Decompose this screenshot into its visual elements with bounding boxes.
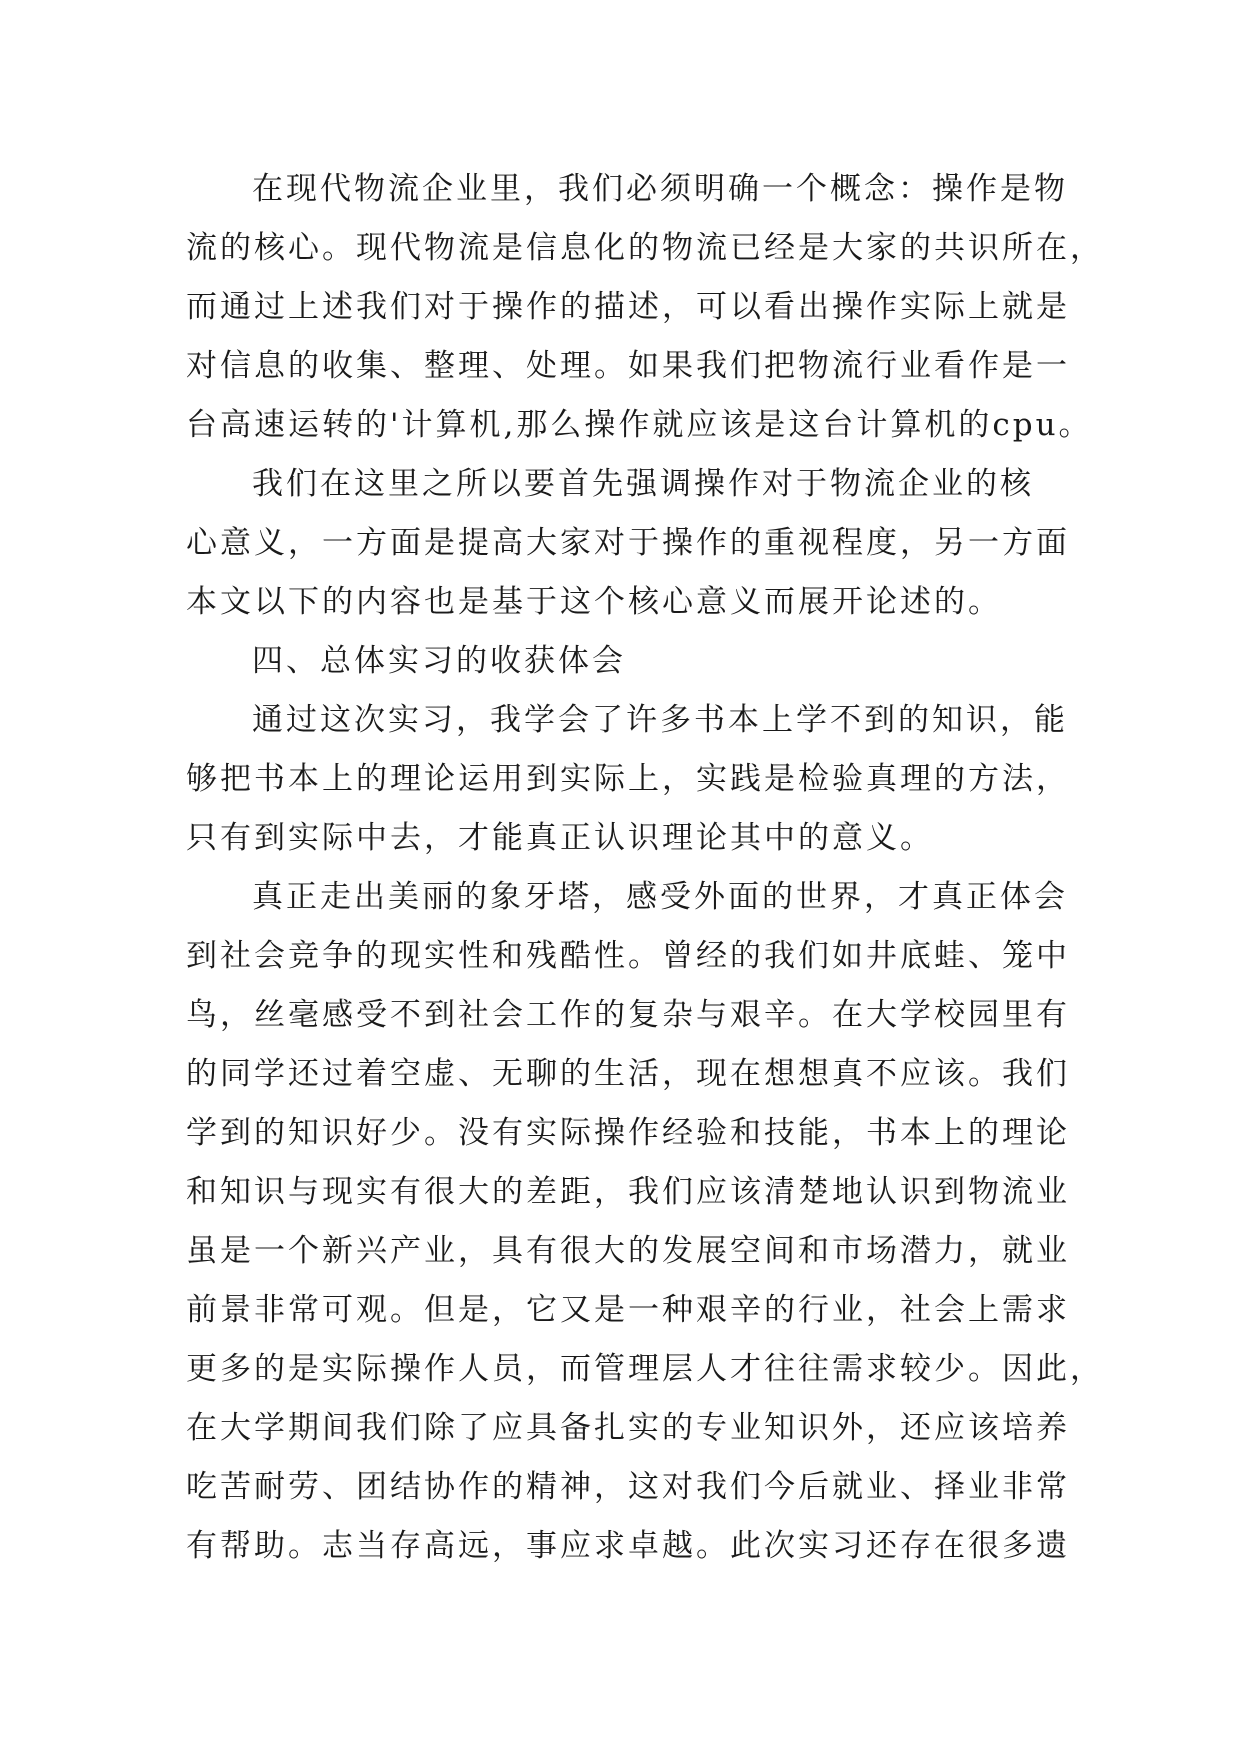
paragraph-line: 我们在这里之所以要首先强调操作对于物流企业的核 bbox=[252, 466, 1034, 502]
paragraph-line: 吃苦耐劳、团结协作的精神，这对我们今后就业、择业非常 bbox=[186, 1469, 1070, 1505]
paragraph-line: 通过这次实习，我学会了许多书本上学不到的知识，能 bbox=[252, 702, 1068, 738]
paragraph-line: 更多的是实际操作人员，而管理层人才往往需求较少。因此， bbox=[186, 1351, 1104, 1387]
paragraph-line: 对信息的收集、整理、处理。如果我们把物流行业看作是一 bbox=[186, 348, 1070, 384]
body-text bbox=[186, 160, 1104, 1576]
paragraph-line: 心意义，一方面是提高大家对于操作的重视程度，另一方面 bbox=[186, 525, 1070, 561]
paragraph-line: 前景非常可观。但是，它又是一种艰辛的行业，社会上需求 bbox=[186, 1292, 1070, 1328]
paragraph-line: 够把书本上的理论运用到实际上，实践是检验真理的方法， bbox=[186, 761, 1070, 797]
paragraph-line: 学到的知识好少。没有实际操作经验和技能，书本上的理论 bbox=[186, 1115, 1070, 1151]
paragraph-line: 的同学还过着空虚、无聊的生活，现在想想真不应该。我们 bbox=[186, 1056, 1070, 1092]
paragraph-line: 虽是一个新兴产业，具有很大的发展空间和市场潜力，就业 bbox=[186, 1233, 1070, 1269]
paragraph-line: 台高速运转的'计算机,那么操作就应该是这台计算机的cpu。 bbox=[186, 407, 1093, 443]
paragraph-line: 鸟，丝毫感受不到社会工作的复杂与艰辛。在大学校园里有 bbox=[186, 997, 1070, 1033]
paragraph-line: 只有到实际中去，才能真正认识理论其中的意义。 bbox=[186, 820, 934, 856]
paragraph-line: 有帮助。志当存高远，事应求卓越。此次实习还存在很多遗 bbox=[186, 1528, 1070, 1564]
section-heading: 四、总体实习的收获体会 bbox=[252, 643, 626, 679]
paragraph-line: 真正走出美丽的象牙塔，感受外面的世界，才真正体会 bbox=[252, 879, 1068, 915]
paragraph-line: 在大学期间我们除了应具备扎实的专业知识外，还应该培养 bbox=[186, 1410, 1070, 1446]
paragraph-line: 和知识与现实有很大的差距，我们应该清楚地认识到物流业 bbox=[186, 1174, 1070, 1210]
paragraph-line: 流的核心。现代物流是信息化的物流已经是大家的共识所在， bbox=[186, 230, 1104, 266]
paragraph-line: 本文以下的内容也是基于这个核心意义而展开论述的。 bbox=[186, 584, 1002, 620]
paragraph-line: 而通过上述我们对于操作的描述，可以看出操作实际上就是 bbox=[186, 289, 1070, 325]
paragraph-line: 在现代物流企业里，我们必须明确一个概念：操作是物 bbox=[252, 171, 1068, 207]
paragraph-line: 到社会竞争的现实性和残酷性。曾经的我们如井底蛙、笼中 bbox=[186, 938, 1070, 974]
